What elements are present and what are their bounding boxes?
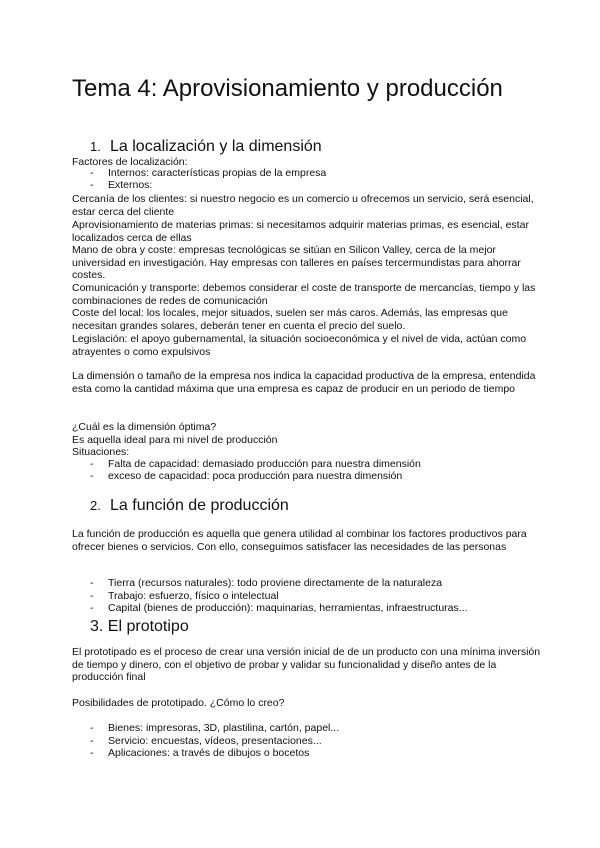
list-item: - exceso de capacidad: poca producción para nuestra dimensión [90, 470, 403, 482]
list-item: - Falta de capacidad: demasiado producción para nuestra dimensión [90, 458, 421, 470]
dimension-paragraph: La dimensión o tamaño de la empresa nos indica la capacidad productiva de la empresa, entendida esta como la cantidad máxima que una empresa es capaz de producir en un periodo de tiempo [72, 370, 536, 395]
factores-label: Factores de localización: [72, 156, 188, 168]
list-item: - Tierra (recursos naturales): todo proviene directamente de la naturaleza [90, 577, 443, 589]
externo-paragraph: Aprovisionamiento de materias primas: si necesitamos adquirir materias primas, es esencial, estar localizados cerca de ellas [72, 219, 529, 244]
externo-paragraph: Legislación: el apoyo gubernamental, la situación socioeconómica y el nivel de vida, actúan como atrayentes o como expulsivos [72, 333, 527, 358]
list-item: - Bienes: impresoras, 3D, plastilina, cartón, papel... [90, 722, 340, 734]
section-1-title: La localización y la dimensión [110, 138, 322, 155]
list-item: - Externos: [90, 179, 153, 191]
optima-answer: Es aquella ideal para mi nivel de producción [72, 434, 278, 446]
section-1-number: 1. [90, 139, 101, 154]
list-item: - Aplicaciones: a través de dibujos o bocetos [90, 747, 310, 759]
externo-paragraph: Mano de obra y coste: empresas tecnológicas se sitúan en Silicon Valley, cerca de la mejor universidad en investigación. Hay empresas con talleres en países tercermundistas para ahorrar costes. [72, 244, 521, 282]
list-item: - Internos: características propias de la empresa [90, 167, 327, 179]
funcion-paragraph: La función de producción es aquella que genera utilidad al combinar los factores productivos para ofrecer bienes o servicios. Con ello, conseguimos satisfacer las necesidades de las personas [72, 528, 527, 553]
prototipo-paragraph: El prototipado es el proceso de crear una versión inicial de de un producto con una mínima inversión de tiempo y dinero, con el objetivo de probar y validar su funcionalidad y diseño antes de la producción final [72, 646, 541, 684]
optima-question: ¿Cuál es la dimensión óptima? [72, 421, 217, 433]
externo-paragraph: Comunicación y transporte: debemos considerar el coste de transporte de mercancías, tiempo y las combinaciones de redes de comunicación [72, 282, 536, 307]
section-2-title: La función de producción [110, 497, 289, 514]
externo-paragraph: Coste del local: los locales, mejor situados, suelen ser más caros. Además, las empresas que necesitan grandes solares, deberán tener en cuenta el precio del suelo. [72, 307, 508, 332]
section-3-heading: 3. El prototipo [90, 618, 189, 635]
page-title: Tema 4: Aprovisionamiento y producción [72, 75, 503, 102]
section-2-number: 2. [90, 498, 101, 513]
list-item: - Capital (bienes de producción): maquinarias, herramientas, infraestructuras... [90, 602, 468, 614]
section-1-heading [90, 138, 322, 156]
situaciones-label: Situaciones: [72, 446, 130, 458]
posibilidades-label: Posibilidades de prototipado. ¿Cómo lo creo? [72, 697, 285, 709]
list-item: - Trabajo: esfuerzo, físico o intelectual [90, 590, 279, 602]
externo-paragraph: Cercanía de los clientes: si nuestro negocio es un comercio u ofrecemos un servicio, será esencial, estar cerca del cliente [72, 193, 534, 218]
list-item: - Servicio: encuestas, vídeos, presentaciones... [90, 735, 322, 747]
section-2-heading [90, 497, 289, 515]
